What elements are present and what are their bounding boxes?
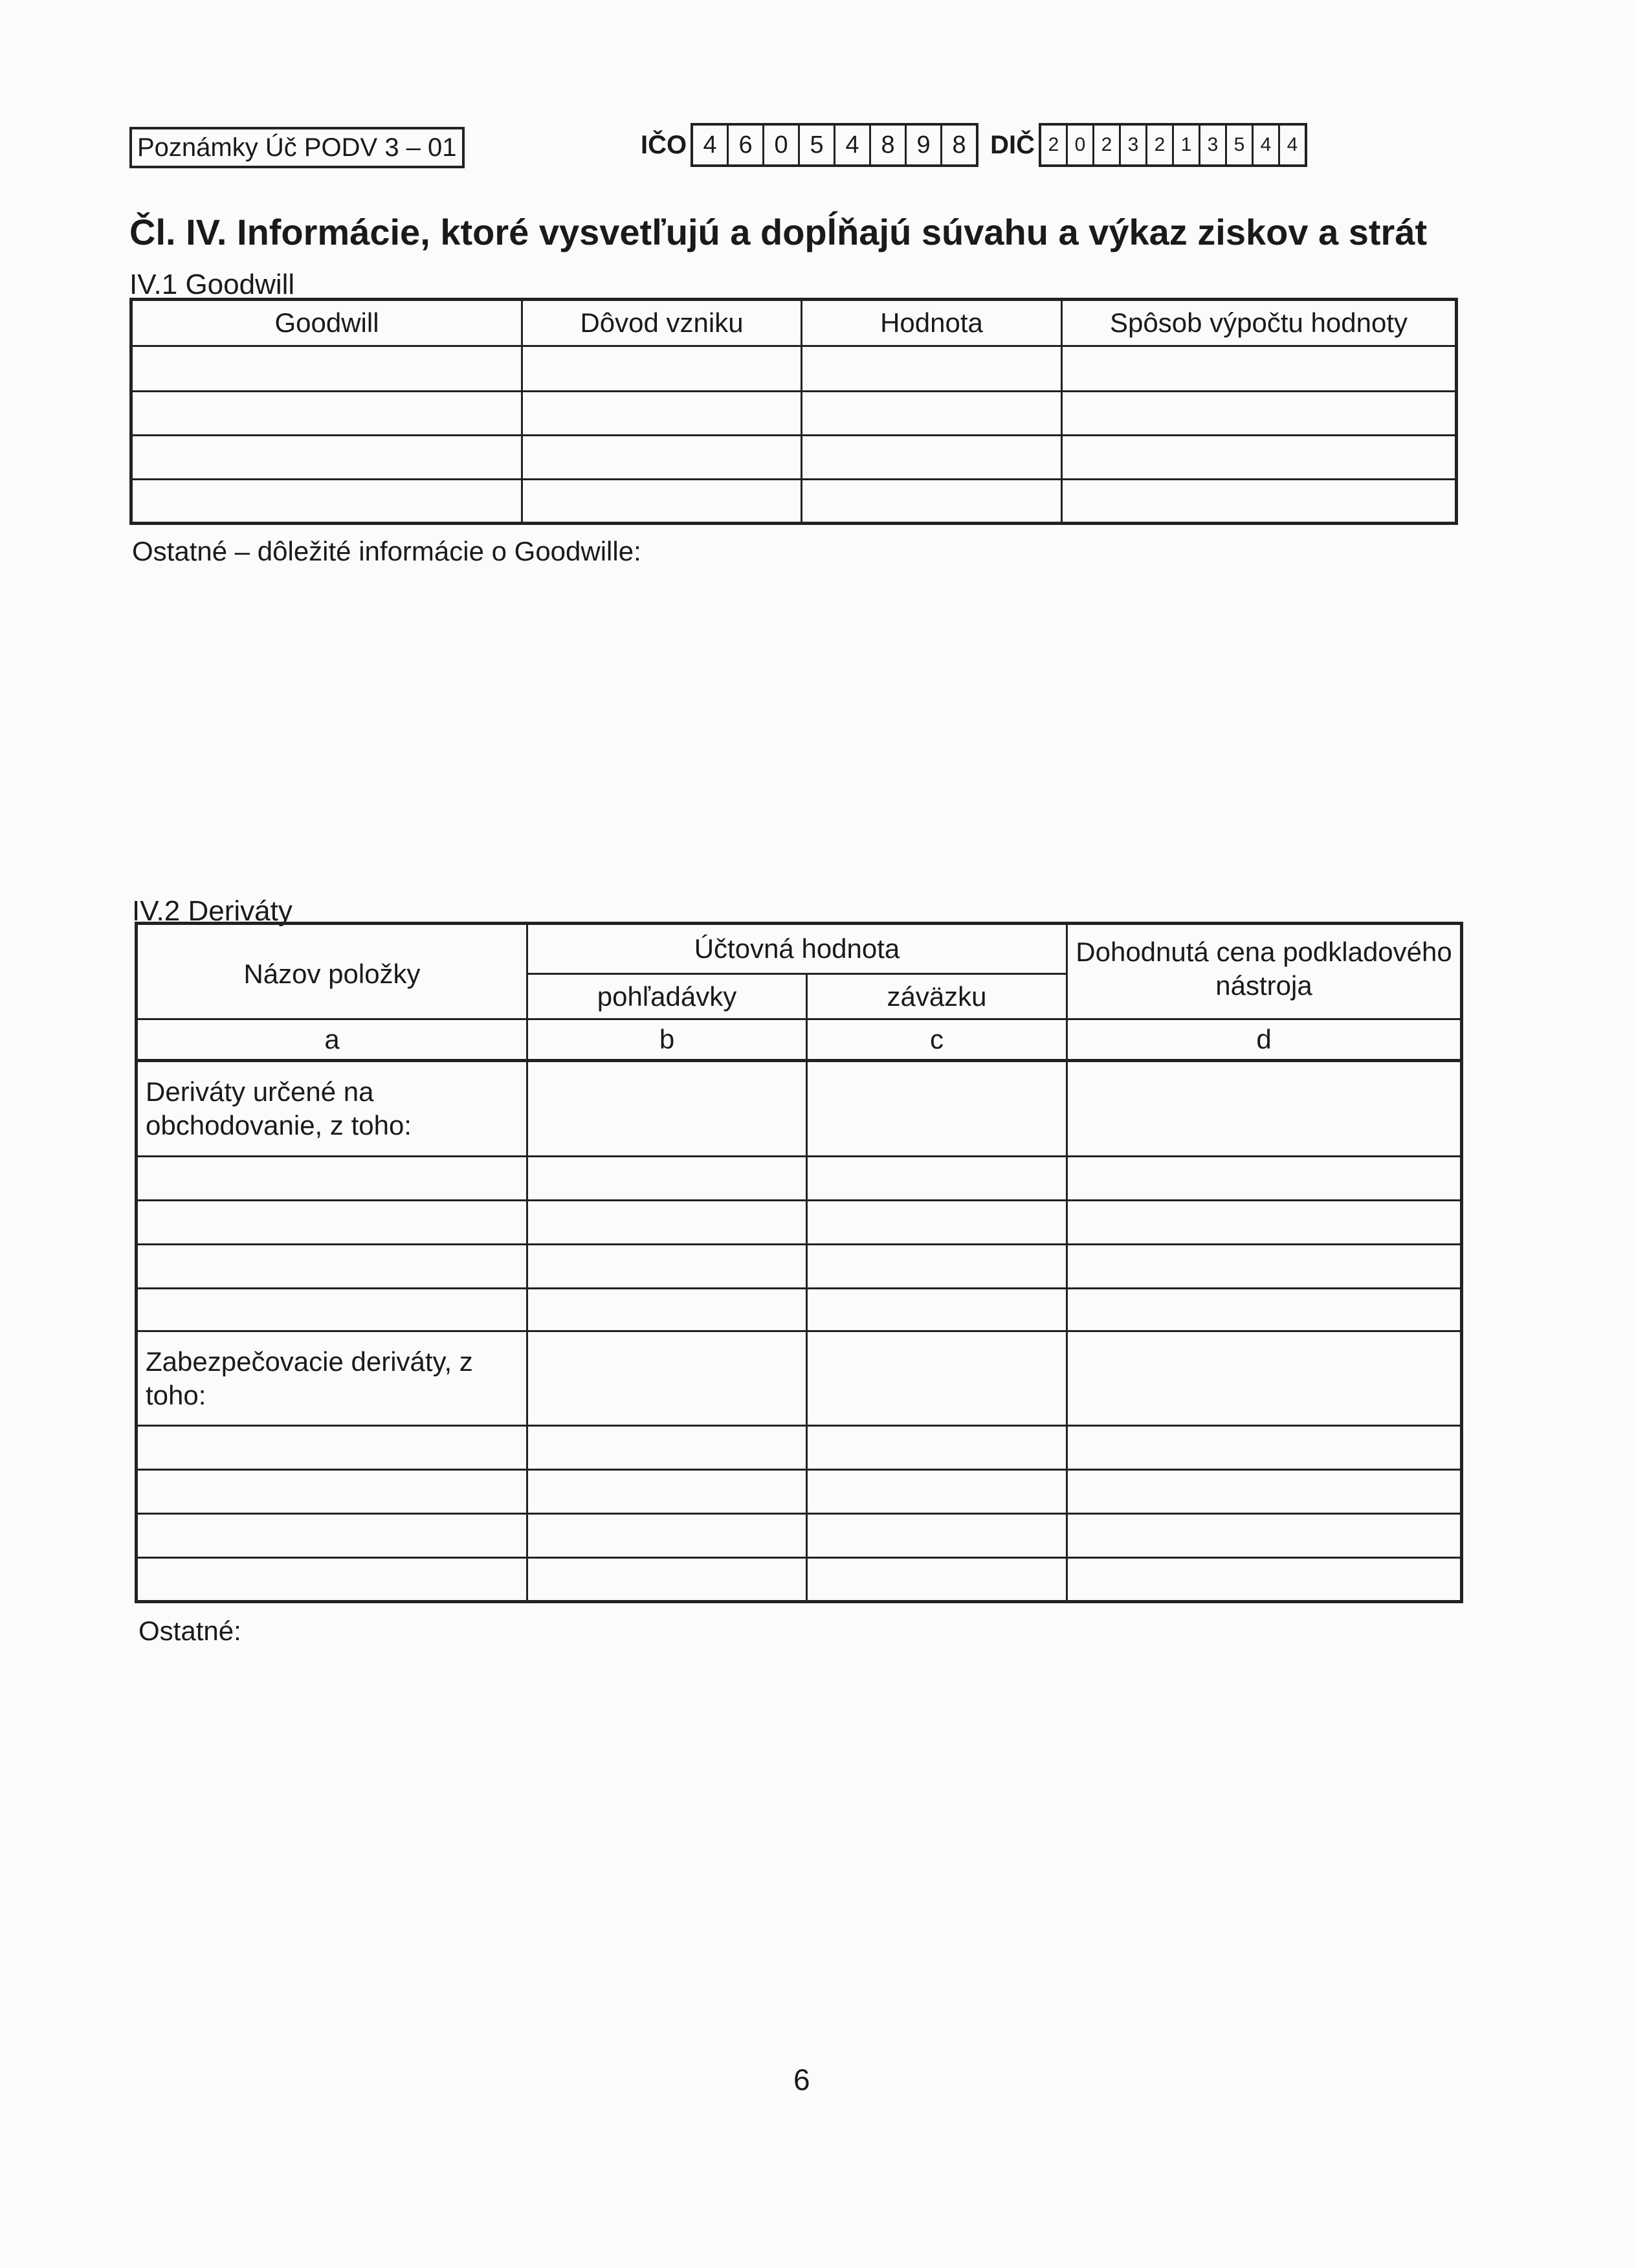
table-cell[interactable] <box>137 1157 527 1201</box>
table-row <box>131 436 1457 480</box>
ico-label: IČO <box>641 131 687 159</box>
row-trading-label: Deriváty určené na obchodovanie, z toho: <box>137 1061 527 1157</box>
goodwill-col-header: Spôsob výpočtu hodnoty <box>1062 300 1457 346</box>
derivaty-table <box>135 922 1463 1603</box>
derivaty-letter-row <box>137 1019 1462 1061</box>
table-cell[interactable] <box>131 436 522 480</box>
ico-digits <box>691 123 978 167</box>
dic-digits <box>1039 123 1307 167</box>
col-c-label: záväzku <box>807 974 1067 1019</box>
col-b-letter: b <box>527 1019 807 1061</box>
table-cell[interactable] <box>1067 1201 1462 1245</box>
table-cell[interactable] <box>1067 1289 1462 1331</box>
table-cell[interactable] <box>1062 346 1457 392</box>
form-code: Poznámky Úč PODV 3 – 01 <box>129 127 465 168</box>
table-cell[interactable] <box>527 1289 807 1331</box>
ico-digit: 0 <box>764 126 800 164</box>
derivaty-other-note: Ostatné: <box>138 1616 241 1646</box>
table-cell[interactable] <box>527 1245 807 1289</box>
goodwill-header-row <box>131 300 1457 346</box>
table-cell[interactable] <box>807 1289 1067 1331</box>
table-row <box>137 1331 1462 1426</box>
table-cell[interactable] <box>802 436 1062 480</box>
table-cell[interactable] <box>137 1514 527 1558</box>
dic-digit: 4 <box>1287 134 1298 155</box>
ico-digit: 4 <box>693 126 729 164</box>
table-row <box>131 392 1457 436</box>
dic-digit: 5 <box>1227 126 1254 164</box>
table-row <box>131 480 1457 524</box>
table-cell[interactable] <box>807 1426 1067 1470</box>
dic-label: DIČ <box>990 131 1035 159</box>
table-cell[interactable] <box>1067 1331 1462 1426</box>
table-cell[interactable] <box>137 1558 527 1602</box>
table-cell[interactable] <box>131 346 522 392</box>
table-cell[interactable] <box>1067 1061 1462 1157</box>
table-cell[interactable] <box>807 1245 1067 1289</box>
table-row <box>137 1245 1462 1289</box>
table-cell[interactable] <box>137 1289 527 1331</box>
ico-field <box>641 123 1307 167</box>
accounting-value-header: Účtovná hodnota <box>527 924 1067 974</box>
table-cell[interactable] <box>1062 436 1457 480</box>
table-cell[interactable] <box>137 1470 527 1514</box>
ico-digit: 6 <box>729 126 764 164</box>
dic-digit: 0 <box>1068 126 1094 164</box>
goodwill-col-header: Dôvod vzniku <box>522 300 802 346</box>
table-row <box>137 1157 1462 1201</box>
table-row <box>131 346 1457 392</box>
table-cell[interactable] <box>527 1331 807 1426</box>
goodwill-table <box>129 298 1458 525</box>
dic-digit: 3 <box>1200 126 1227 164</box>
table-cell[interactable] <box>1067 1470 1462 1514</box>
table-cell[interactable] <box>807 1558 1067 1602</box>
row-hedging-label: Zabezpečovacie deriváty, z toho: <box>137 1331 527 1426</box>
dic-digit: 1 <box>1174 126 1200 164</box>
goodwill-other-note: Ostatné – dôležité informácie o Goodwille: <box>132 536 641 566</box>
table-cell[interactable] <box>522 436 802 480</box>
goodwill-col-header: Goodwill <box>131 300 522 346</box>
ico-digit: 4 <box>835 126 871 164</box>
ico-digit: 8 <box>952 131 966 159</box>
table-cell[interactable] <box>802 480 1062 524</box>
ico-digit: 9 <box>907 126 942 164</box>
table-cell[interactable] <box>527 1470 807 1514</box>
table-cell[interactable] <box>527 1201 807 1245</box>
table-cell[interactable] <box>807 1201 1067 1245</box>
table-cell[interactable] <box>527 1558 807 1602</box>
table-row <box>137 1061 1462 1157</box>
table-cell[interactable] <box>527 1157 807 1201</box>
col-a-label: Názov položky <box>243 959 421 989</box>
col-a-letter: a <box>137 1019 527 1061</box>
col-c-letter: c <box>807 1019 1067 1061</box>
table-cell[interactable] <box>137 1426 527 1470</box>
table-cell[interactable] <box>131 480 522 524</box>
ico-digit: 5 <box>800 126 835 164</box>
table-row <box>137 1470 1462 1514</box>
table-cell[interactable] <box>807 1470 1067 1514</box>
col-b-label: pohľadávky <box>527 974 807 1019</box>
table-cell[interactable] <box>1067 1157 1462 1201</box>
table-cell[interactable] <box>802 346 1062 392</box>
table-cell[interactable] <box>1067 1514 1462 1558</box>
ico-digit: 8 <box>871 126 907 164</box>
table-row <box>137 1558 1462 1602</box>
table-cell[interactable] <box>807 1514 1067 1558</box>
col-d-letter: d <box>1067 1019 1462 1061</box>
table-cell[interactable] <box>807 1157 1067 1201</box>
table-cell[interactable] <box>522 392 802 436</box>
col-a-header <box>137 924 527 1019</box>
table-cell[interactable] <box>131 392 522 436</box>
table-cell[interactable] <box>807 1331 1067 1426</box>
table-cell[interactable] <box>137 1201 527 1245</box>
table-row <box>137 1426 1462 1470</box>
table-cell[interactable] <box>807 1061 1067 1157</box>
dic-digit: 2 <box>1041 126 1068 164</box>
dic-digit: 2 <box>1147 126 1174 164</box>
table-cell[interactable] <box>1067 1245 1462 1289</box>
table-row <box>137 1289 1462 1331</box>
table-cell[interactable] <box>527 1061 807 1157</box>
col-d-label: Dohodnutá cena podkladového nástroja <box>1076 937 1452 1001</box>
section-title: Čl. IV. Informácie, ktoré vysvetľujú a dopĺňajú súvahu a výkaz ziskov a strát <box>129 212 1428 252</box>
table-cell[interactable] <box>1062 392 1457 436</box>
table-cell[interactable] <box>522 346 802 392</box>
goodwill-col-header: Hodnota <box>802 300 1062 346</box>
table-cell[interactable] <box>527 1514 807 1558</box>
dic-digit: 4 <box>1254 126 1280 164</box>
table-cell[interactable] <box>1067 1426 1462 1470</box>
page-number: 6 <box>793 2063 810 2096</box>
table-row <box>137 1201 1462 1245</box>
goodwill-heading: IV.1 Goodwill <box>129 269 295 300</box>
derivaty-heading: IV.2 Deriváty <box>132 895 293 927</box>
dic-digit: 2 <box>1094 126 1121 164</box>
derivaty-header-row <box>137 924 1462 974</box>
dic-digit: 3 <box>1121 126 1147 164</box>
table-cell[interactable] <box>802 392 1062 436</box>
table-cell[interactable] <box>527 1426 807 1470</box>
table-cell[interactable] <box>522 480 802 524</box>
table-cell[interactable] <box>1067 1558 1462 1602</box>
table-cell[interactable] <box>137 1245 527 1289</box>
col-d-header <box>1067 924 1462 1019</box>
table-row <box>137 1514 1462 1558</box>
table-cell[interactable] <box>1062 480 1457 524</box>
